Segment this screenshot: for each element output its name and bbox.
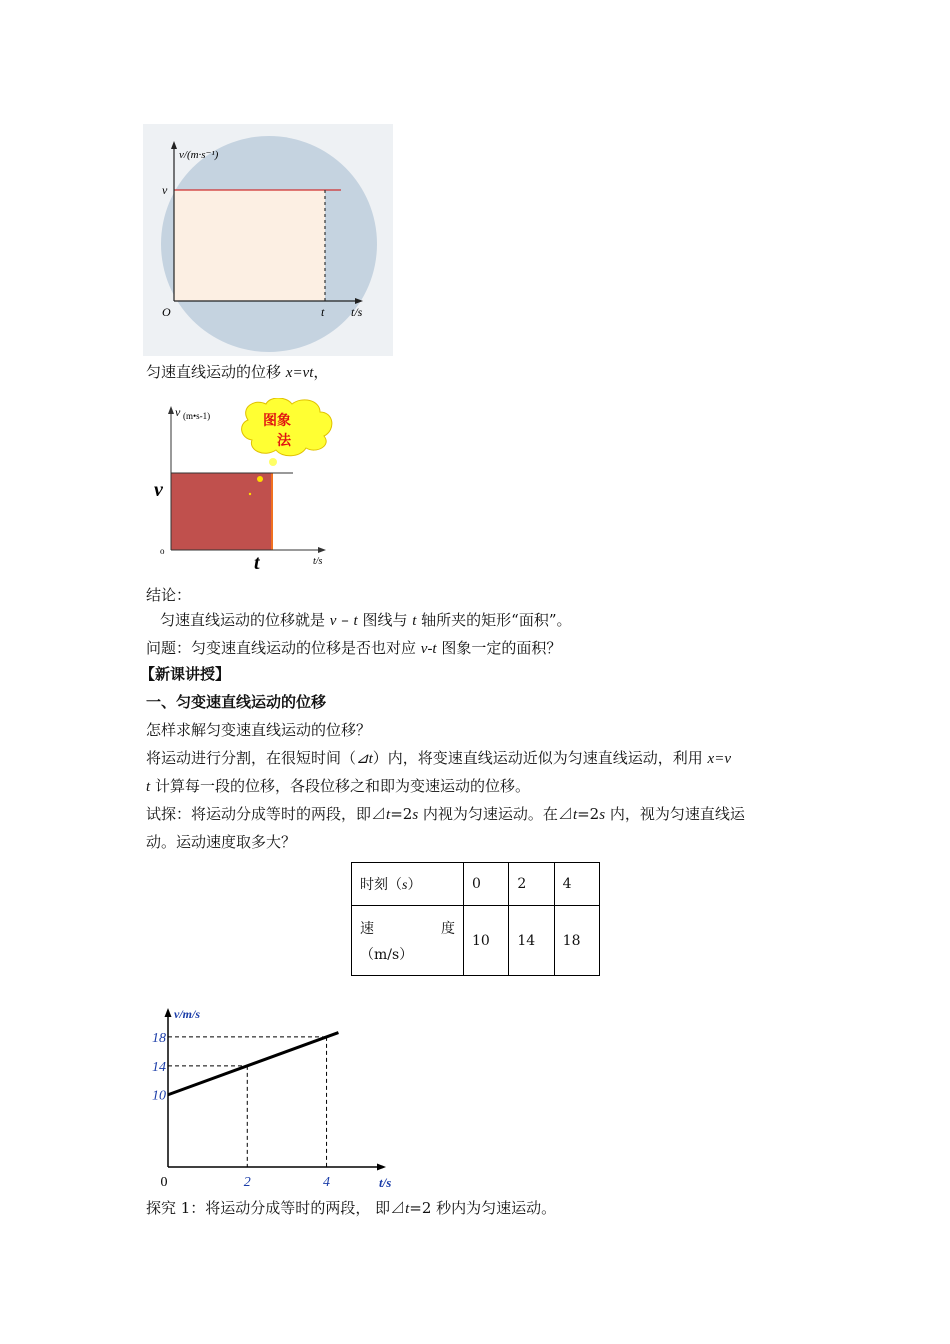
table-cell: 10 (464, 906, 509, 976)
origin-label: 0 (160, 1175, 168, 1190)
question-text: 问题：匀变速直线运动的位移是否也对应 v-t 图象一定的面积？ (146, 639, 562, 657)
figure1-x-label: t/s (351, 305, 363, 319)
chart-x-label: t/s (379, 1175, 392, 1190)
table-cell: 4 (554, 863, 599, 906)
figure2-y-label-v: v (175, 405, 181, 419)
displacement-rectangle (174, 190, 325, 301)
figure2-x-arrow-icon (318, 547, 326, 553)
paragraph-4: 试探：将运动分成等时的两段，即⊿t=2s 内视为匀速运动。在⊿t=2s 内，视为匀速直线运 (146, 805, 745, 823)
cloud-text-1: 图象 (263, 413, 291, 429)
chart-y-arrow-icon (165, 1008, 172, 1017)
table-cell: 14 (509, 906, 554, 976)
cloud-text-2: 法 (277, 433, 291, 449)
cloud-bubble-medium-icon (257, 476, 263, 482)
conclusion-text: 匀速直线运动的位移就是 v – t 图线与 t 轴所夹的矩形“面积”。 (160, 611, 572, 629)
table-cell: 2 (509, 863, 554, 906)
velocity-label-row: 速 度 (360, 920, 455, 937)
subheading: 一、匀变速直线运动的位移 (146, 693, 327, 711)
figure2-v-tick: v (154, 479, 163, 501)
footer-text: 探究 1：将运动分成等时的两段， 即⊿t=2 秒内为匀速运动。 (146, 1199, 557, 1217)
x-tick-label: 2 (243, 1175, 251, 1190)
paragraph-3: t 计算每一段的位移，各段位移之和即为变速运动的位移。 (146, 777, 530, 795)
table-row (352, 906, 600, 976)
velocity-unit: （m/s） (360, 946, 414, 963)
x-tick-label: 4 (323, 1175, 331, 1190)
section-heading: 【新课讲授】 (140, 665, 231, 683)
figure1-t-tick: t (321, 305, 325, 319)
area-rectangle (171, 473, 272, 550)
accelerated-motion-vt-chart (140, 1005, 420, 1195)
paragraph-1: 怎样求解匀变速直线运动的位移？ (146, 721, 372, 739)
chart-x-arrow-icon (377, 1164, 386, 1171)
cloud-bubble-large-icon (269, 458, 277, 466)
table-row (352, 863, 600, 906)
y-tick-label: 18 (152, 1030, 166, 1046)
paragraph-2: 将运动进行分割，在很短时间（⊿t）内，将变速直线运动近似为匀速直线运动，利用 x=v (146, 749, 731, 767)
table-header-velocity (352, 906, 464, 976)
time-velocity-table (351, 862, 600, 976)
conclusion-label: 结论： (146, 586, 192, 604)
figure2-y-label-unit: (m•s-1) (183, 411, 211, 421)
velocity-series-line (168, 1033, 338, 1095)
uniform-motion-vt-figure (143, 124, 393, 356)
paragraph-5: 动。运动速度取多大？ (146, 833, 297, 851)
y-tick-label: 14 (152, 1059, 166, 1075)
table-cell: 0 (464, 863, 509, 906)
figure1-origin: O (162, 305, 171, 319)
chart-y-label: v/m/s (174, 1007, 200, 1021)
figure2-x-label: t/s (313, 556, 323, 567)
image-method-figure (150, 398, 370, 578)
figure1-y-label: v/(m·s⁻¹) (179, 149, 219, 161)
figure2-origin: o (160, 546, 165, 556)
cloud-bubble-small-icon (249, 493, 251, 495)
caption1: 匀速直线运动的位移 x=vt， (146, 363, 329, 381)
table-cell: 18 (554, 906, 599, 976)
figure2-y-arrow-icon (168, 406, 174, 414)
figure1-v-tick: v (162, 183, 168, 197)
y-tick-label: 10 (152, 1088, 166, 1104)
figure2-t-tick: t (254, 552, 260, 574)
table-header-time: 时刻（s） (352, 863, 464, 906)
